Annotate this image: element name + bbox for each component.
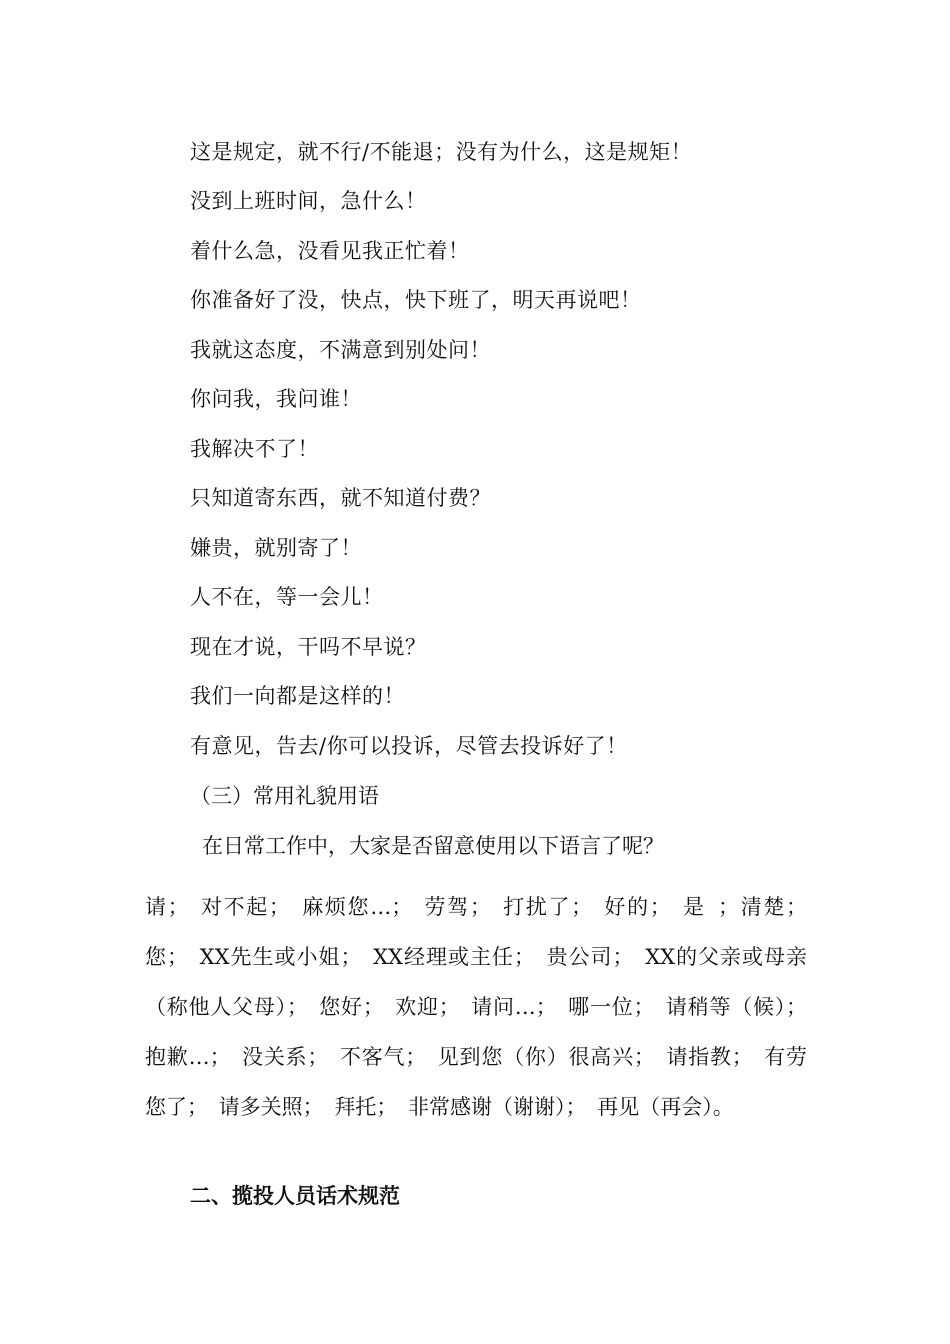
rude-phrase-line: 现在才说，干吗不早说？ [190, 635, 427, 659]
rude-phrase-line: 只知道寄东西，就不知道付费？ [190, 486, 491, 510]
rude-phrase-line: 我们一向都是这样的！ [190, 684, 405, 708]
rude-phrase-line: 我解决不了！ [190, 437, 319, 461]
rude-phrase-line: 嫌贵，就别寄了！ [190, 536, 362, 560]
rude-phrase-line: 你问我，我问谁！ [190, 387, 362, 411]
rude-phrase-line: 没到上班时间，急什么！ [190, 189, 427, 213]
rude-phrase-line: 你准备好了没，快点，快下班了，明天再说吧！ [190, 288, 642, 312]
polite-phrases-paragraph: 请； 对不起； 麻烦您…； 劳驾； 打扰了； 好的； 是 ；清楚；您； XX先生或小姐； XX经理或主任； 贵公司； XX的父亲或母亲（称他人父母）； 您好； 欢迎； 请问…； 哪一位； 请稍等（候）； 抱歉…； 没关系； 不客气； 见到您（你）很高兴； 请指教； 有劳您了； 请多关照； 拜托； 非常感谢（谢谢）； 再见（再会）。 [145, 895, 807, 1119]
section-2-heading: 二、揽投人员话术规范 [190, 1183, 400, 1208]
section-3-title: （三）常用礼貌用语 [190, 784, 379, 808]
section-3-intro: 在日常工作中，大家是否留意使用以下语言了呢？ [202, 834, 664, 858]
rude-phrase-line: 我就这态度，不满意到别处问！ [190, 338, 491, 362]
rude-phrase-line: 着什么急，没看见我正忙着！ [190, 239, 470, 263]
rude-phrase-line: 有意见，告去/你可以投诉，尽管去投诉好了！ [190, 734, 628, 758]
rude-phrase-line: 这是规定，就不行/不能退；没有为什么，这是规矩！ [190, 140, 693, 164]
rude-phrase-line: 人不在，等一会儿！ [190, 585, 384, 609]
